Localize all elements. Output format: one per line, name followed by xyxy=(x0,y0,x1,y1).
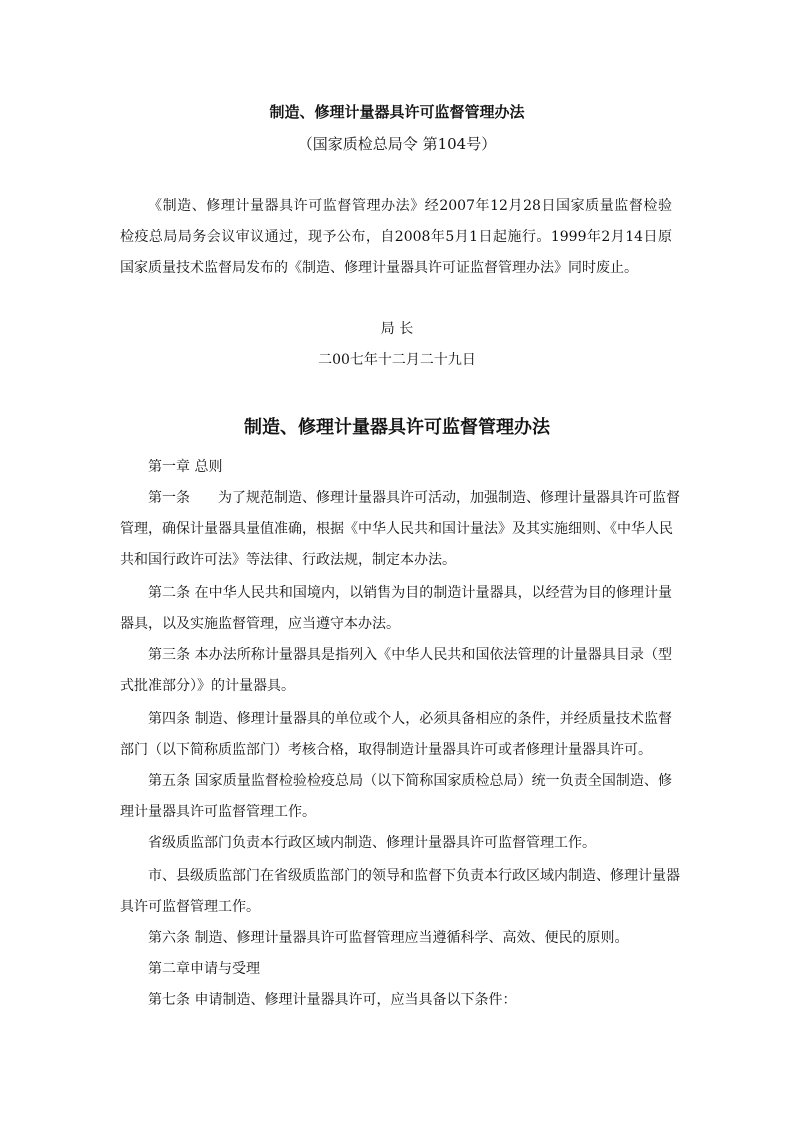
decree-subtitle: （国家质检总局令 第104号） xyxy=(297,135,497,153)
article-1-line-1: 为了规范制造、修理计量器具许可活动，加强制造、修理计量器具许可监督 xyxy=(218,490,680,506)
chapter-1-heading: 第一章 总则 xyxy=(148,459,223,475)
article-5-paragraph-2: 省级质监部门负责本行政区域内制造、修理计量器具许可监督管理工作。 xyxy=(148,835,596,851)
article-1-line-2: 管理，确保计量器具量值准确，根据《中华人民共和国计量法》及其实施细则、《中华人民 xyxy=(120,521,673,537)
article-3-line-2: 式批准部分）》的计量器具。 xyxy=(120,678,295,694)
intro-line-1: 《制造、修理计量器具许可监督管理办法》经2007年12月28日国家质量监督检验 xyxy=(148,198,672,214)
article-3-line-1: 第三条 本办法所称计量器具是指列入《中华人民共和国依法管理的计量器具目录（型 xyxy=(148,647,672,663)
article-5-paragraph-3-line-1: 市、县级质监部门在省级质监部门的领导和监督下负责本行政区域内制造、修理计量器 xyxy=(148,868,680,884)
article-6: 第六条 制造、修理计量器具许可监督管理应当遵循科学、高效、便民的原则。 xyxy=(148,930,629,946)
decree-date: 二00七年十二月二十九日 xyxy=(318,352,476,368)
article-5-paragraph-3-line-2: 具许可监督管理工作。 xyxy=(120,899,260,915)
article-4-line-2: 部门（以下简称质监部门）考核合格，取得制造计量器具许可或者修理计量器具许可。 xyxy=(120,742,652,758)
regulation-title: 制造、修理计量器具许可监督管理办法 xyxy=(244,417,550,438)
article-1-head: 第一条 xyxy=(148,490,190,506)
article-5-line-1: 第五条 国家质量监督检验检疫总局（以下简称国家质检总局）统一负责全国制造、修 xyxy=(148,773,672,789)
article-4-line-1: 第四条 制造、修理计量器具的单位或个人，必须具备相应的条件，并经质量技术监督 xyxy=(148,711,672,727)
signatory: 局 长 xyxy=(380,321,414,337)
intro-line-2: 检疫总局局务会议审议通过，现予公布，自2008年5月1日起施行。1999年2月14日原 xyxy=(120,229,672,245)
article-2-line-1: 第二条 在中华人民共和国境内，以销售为目的制造计量器具，以经营为目的修理计量 xyxy=(148,585,672,601)
article-2-line-2: 器具，以及实施监督管理，应当遵守本办法。 xyxy=(120,616,400,632)
decree-title: 制造、修理计量器具许可监督管理办法 xyxy=(269,103,525,121)
article-5-line-2: 理计量器具许可监督管理工作。 xyxy=(120,804,316,820)
intro-line-3: 国家质量技术监督局发布的《制造、修理计量器具许可证监督管理办法》同时废止。 xyxy=(120,260,638,276)
article-7: 第七条 申请制造、修理计量器具许可，应当具备以下条件： xyxy=(148,992,517,1008)
chapter-2-heading: 第二章申请与受理 xyxy=(148,961,260,977)
article-1-line-3: 共和国行政许可法》等法律、行政法规，制定本办法。 xyxy=(120,552,456,568)
